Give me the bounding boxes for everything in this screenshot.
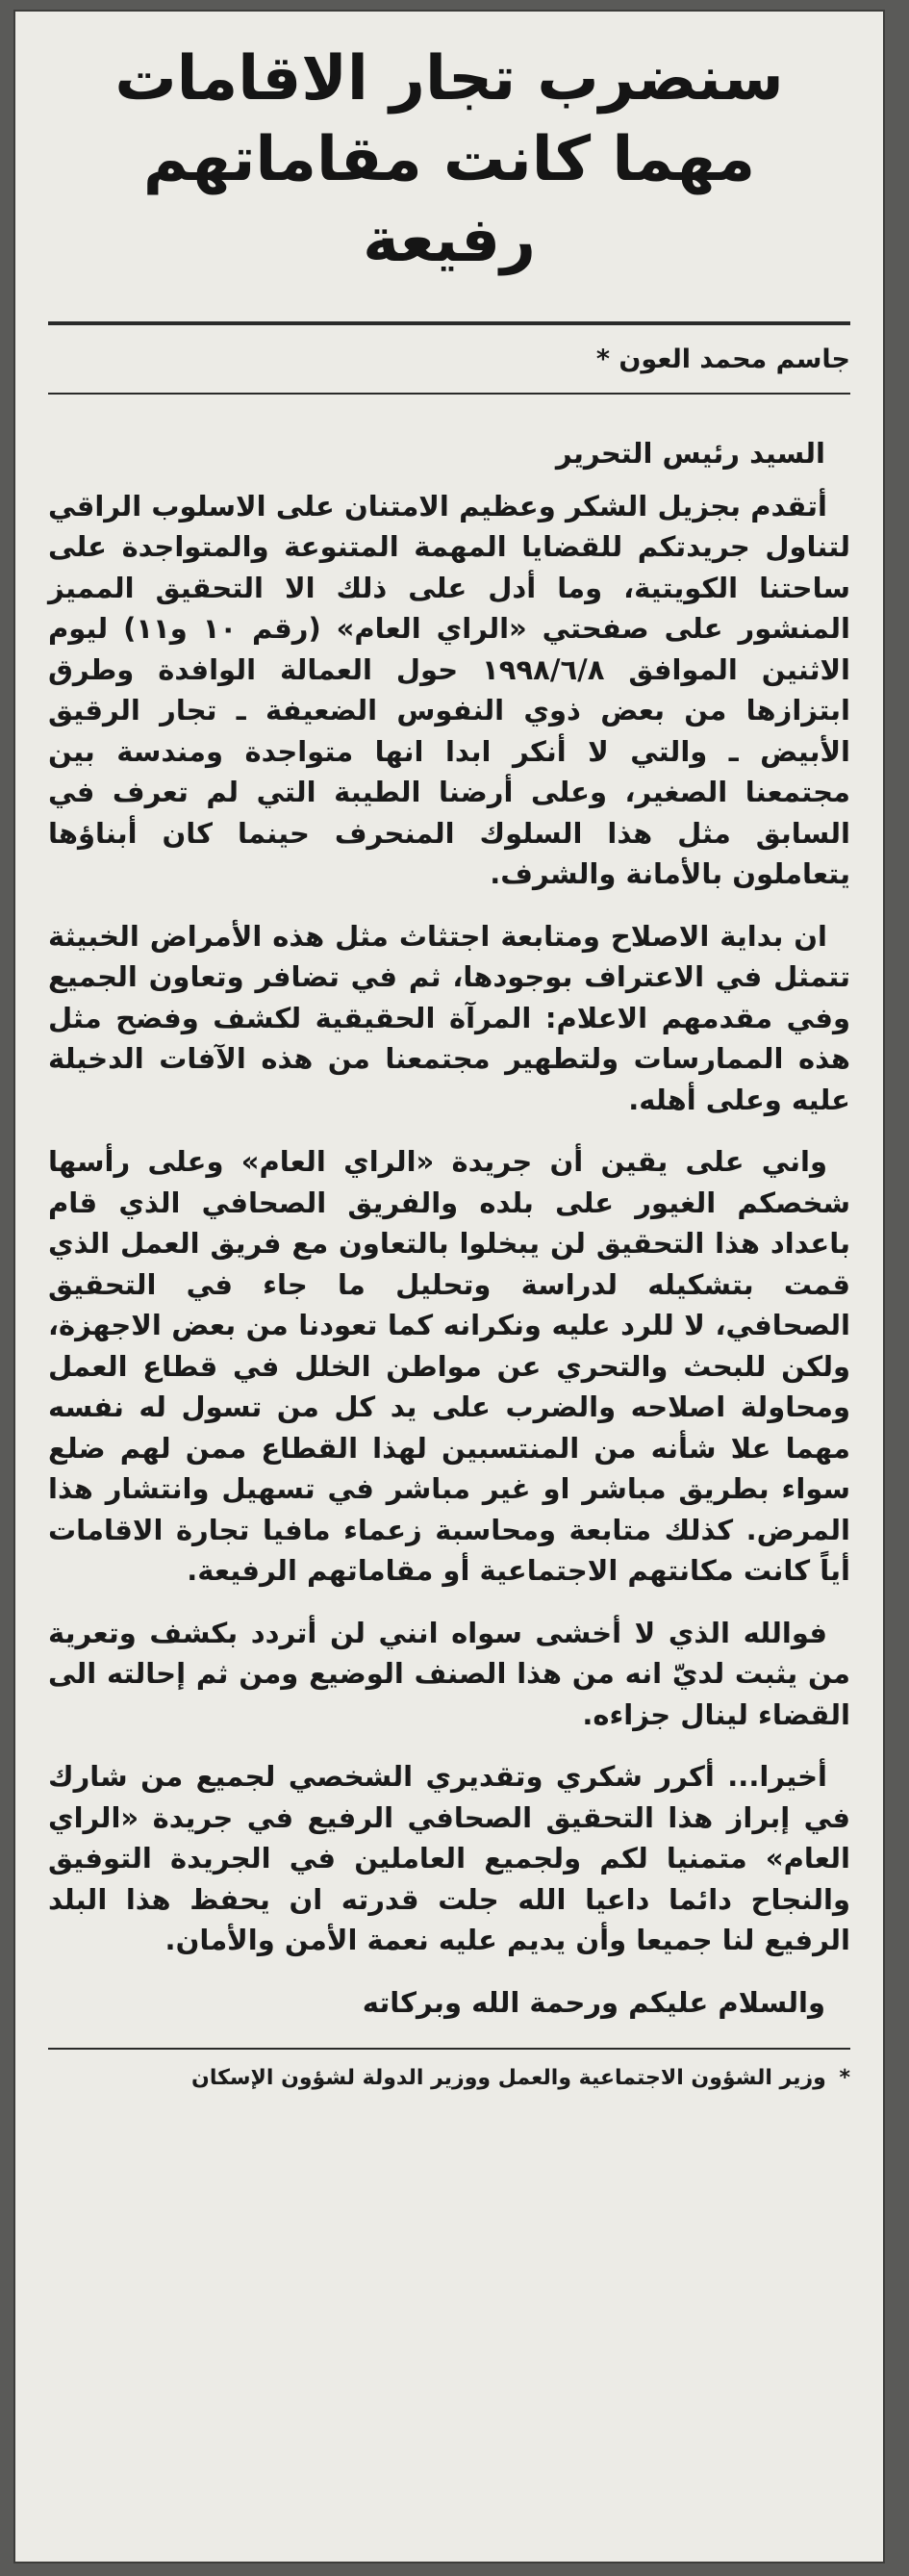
byline [48,339,850,381]
newspaper-clipping [15,12,883,2562]
paragraph: أتقدم بجزيل الشكر وعظيم الامتنان على الاسلوب الراقي لتناول جريدتكم للقضايا المهمة المتنوعة والمتواجدة على ساحتنا الكويتية، وما أدل على ذلك الا التحقيق المميز المنشور على صفحتي «الراي العام» (رقم ١٠ و١١) ليوم الاثنين الموافق ١٩٩٨/٦/٨ حول العمالة الوافدة وطرق ابتزازها من بعض ذوي النفوس الضعيفة ـ تجار الرقيق الأبيض ـ والتي لا أنكر ابدا انها متواجدة ومندسة بين مجتمعنا الصغير، وعلى أرضنا الطيبة التي لم تعرف في السابق مثل هذا السلوك المنحرف حينما كان أبناؤها يتعاملون بالأمانة والشرف. [48,489,850,890]
paragraph: ان بداية الاصلاح ومتابعة اجتثاث مثل هذه الأمراض الخبيثة تتمثل في الاعتراف بوجودها، ثم في تضافر وتعاون الجميع وفي مقدمهم الاعلام: المرآة الحقيقية لكشف وفضح مثل هذه الممارسات ولتطهير مجتمعنا من هذه الآفات الدخيلة عليه وعلى أهله. [48,919,850,1116]
paragraph: فوالله الذي لا أخشى سواه انني لن أتردد بكشف وتعرية من يثبت لديّ انه من هذا الصنف الوضيع ومن ثم إحالته الى القضاء لينال جزاءه. [48,1616,850,1731]
paragraph: واني على يقين أن جريدة «الراي العام» وعلى رأسها شخصكم الغيور على بلده والفريق الصحافي الذي قام باعداد هذا التحقيق لن يبخلوا بالتعاون مع فريق العمل الذي قمت بتشكيله لدراسة وتحليل ما جاء في التحقيق الصحافي، لا للرد عليه ونكرانه كما تعودنا من بعض الاجهزة، ولكن للبحث والتحري عن مواطن الخلل في قطاع العمل ومحاولة اصلاحه والضرب على يد كل من تسول له نفسه مهما علا شأنه من المنتسبين لهذا القطاع ممن لهم ضلع سواء بطريق مباشر او غير مباشر في تسهيل وانتشار هذا المرض. كذلك متابعة ومحاسبة زعماء مافيا تجارة الاقامات أياً كانت مكانتهم الاجتماعية أو مقاماتهم الرفيعة. [48,1145,850,1587]
footnote-text: وزير الشؤون الاجتماعية والعمل ووزير الدولة لشؤون الإسكان [191,2065,826,2090]
headline [48,12,850,281]
salutation: السيد رئيس التحرير [555,437,825,470]
footnote-marker: * [839,2065,850,2090]
closing-greeting: والسلام عليكم ورحمة الله وبركاته [362,1985,825,2019]
byline-name: جاسم محمد العون [619,344,850,374]
top-divider [48,321,850,325]
paragraph: أخيرا... أكرر شكري وتقديري الشخصي لجميع من شارك في إبراز هذا التحقيق الصحافي الرفيع في جريدة «الراي العام» متمنيا لكم ولجميع العاملين في الجريدة التوفيق والنجاح دائما داعيا الله جلت قدرته ان يحفظ هذا البلد الرفيع لنا جميعا وأن يديم عليه نعمة الأمن والأمان. [48,1760,850,1956]
footnote-divider [48,2048,850,2050]
byline-marker: * [595,344,610,374]
letter-body [48,433,850,2023]
headline-line-1: سنضرب تجار الاقامات [114,43,784,115]
headline-line-2: مهما كانت مقاماتهم رفيعة [142,124,756,276]
author-footnote [48,2061,850,2096]
byline-divider [48,393,850,395]
